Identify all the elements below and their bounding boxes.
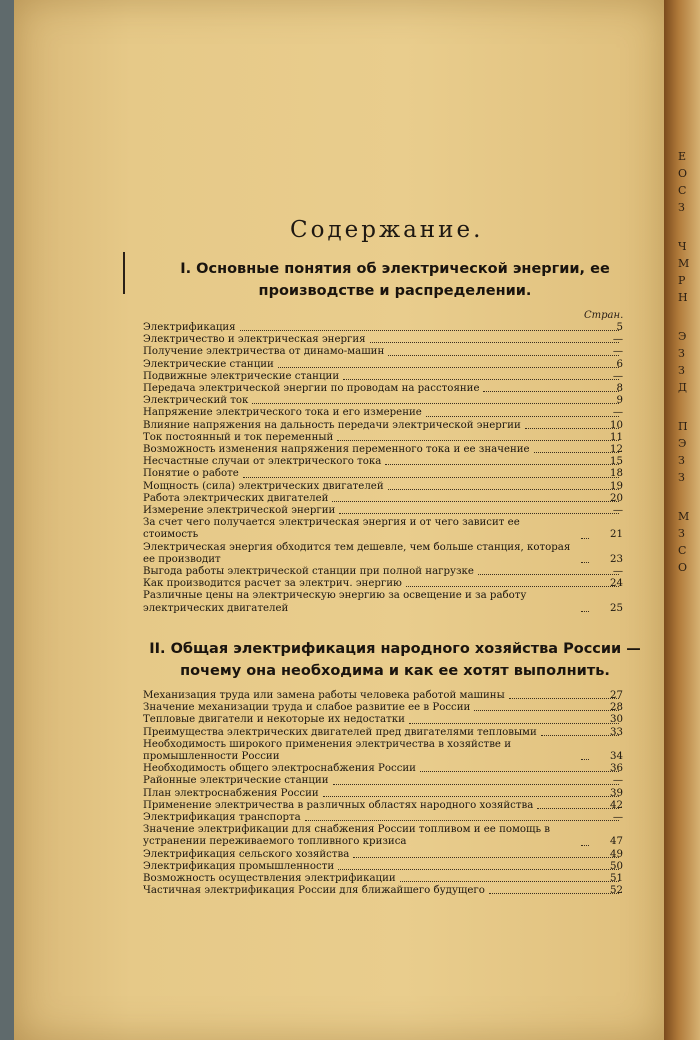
toc-leader-dots — [426, 416, 619, 417]
toc-entry — [143, 432, 623, 444]
section-2-heading: II. Общая электрификация народного хозяйства России — почему она необходима и как ее хотят выполнить. — [149, 641, 641, 679]
toc-leader-dots — [278, 367, 619, 368]
toc-entry-page: 6 — [616, 358, 623, 370]
toc-leader-dots — [489, 893, 619, 894]
toc-entry-page: 27 — [610, 690, 623, 701]
toc-entry-page: 42 — [610, 799, 623, 811]
toc-entry — [143, 788, 623, 800]
toc-leader-dots — [388, 489, 619, 490]
toc-entry-title: Различные цены на электрическую энергию за освещение и за работу электрических двигателей — [143, 590, 527, 614]
toc-entry — [143, 849, 623, 861]
toc-leader-dots — [332, 501, 619, 502]
toc-entry-title: План электроснабжения России — [143, 787, 319, 799]
toc-entry — [143, 517, 623, 541]
edge-letter: З — [678, 527, 685, 540]
toc-leader-dots — [581, 759, 589, 760]
toc-entry-title: Передача электрической энергии по проводам на расстояние — [143, 383, 480, 395]
toc-entry — [143, 542, 623, 566]
toc-entry-title: Ток постоянный и ток переменный — [143, 431, 334, 443]
toc-entry — [143, 885, 623, 897]
toc-entry-page: 18 — [610, 468, 623, 480]
toc-entry-page: 50 — [610, 860, 623, 872]
toc-leader-dots — [337, 440, 619, 441]
toc-entry — [143, 468, 623, 480]
toc-entry-title: Применение электричества в различных областях народного хозяйства — [143, 799, 534, 811]
toc-entry-page: — — [612, 407, 623, 419]
toc-entry-page: 8 — [616, 383, 623, 395]
edge-letter: Е — [678, 150, 687, 163]
toc-leader-dots — [385, 464, 619, 465]
toc-leader-dots — [353, 857, 619, 858]
edge-letter: З — [678, 347, 685, 360]
toc-leader-dots — [581, 538, 589, 539]
toc-entry-title: Тепловые двигатели и некоторые их недостатки — [143, 714, 405, 726]
toc-entry — [143, 346, 623, 358]
toc-entry-page: 24 — [610, 578, 623, 590]
toc-entry — [143, 444, 623, 456]
toc-leader-dots — [581, 562, 589, 563]
toc-entry — [143, 873, 623, 885]
page-title: Содержание. — [290, 217, 484, 243]
toc-leader-dots — [581, 845, 589, 846]
toc-entry — [143, 727, 623, 739]
toc-entry — [143, 578, 623, 590]
page-column-header: Стран. — [584, 310, 624, 321]
toc-entry-title: Измерение электрической энергии — [143, 505, 336, 517]
toc-entry — [143, 322, 623, 334]
toc-entry — [143, 690, 623, 702]
edge-letter: П — [678, 420, 688, 433]
toc-entry-page: 20 — [610, 492, 623, 504]
toc-entry-page: 15 — [610, 456, 623, 468]
toc-leader-dots — [409, 723, 619, 724]
toc-entry — [143, 359, 623, 371]
toc-entry-title: Районные электрические станции — [143, 775, 329, 787]
toc-entry-title: Преимущества электрических двигателей пред двигателями тепловыми — [143, 726, 537, 738]
edge-letter: Р — [678, 274, 686, 287]
toc-entry-title: Несчастные случаи от электрического тока — [143, 456, 382, 468]
section-2-list — [143, 690, 623, 897]
edge-letter: М — [678, 257, 690, 270]
toc-entry-page: 51 — [610, 873, 623, 885]
toc-entry — [143, 420, 623, 432]
toc-entry — [143, 334, 623, 346]
toc-leader-dots — [252, 403, 619, 404]
edge-letter: Э — [678, 330, 687, 343]
edge-letter: Ч — [678, 240, 687, 253]
toc-entry-page: 30 — [610, 714, 623, 726]
toc-entry-page: 34 — [610, 751, 623, 763]
toc-leader-dots — [388, 355, 619, 356]
toc-entry — [143, 395, 623, 407]
toc-entry — [143, 714, 623, 726]
toc-entry-page: 12 — [610, 444, 623, 456]
toc-leader-dots — [338, 869, 619, 870]
toc-entry-page: 36 — [610, 763, 623, 775]
toc-entry-page: — — [612, 346, 623, 358]
edge-letter: С — [678, 184, 687, 197]
toc-entry-title: Выгода работы электрической станции при полной нагрузке — [143, 566, 474, 578]
toc-entry-title: Необходимость широкого применения электричества в хозяйстве и промышленности России — [143, 738, 511, 763]
toc-entry-page: 25 — [610, 602, 623, 614]
toc-entry — [143, 371, 623, 383]
toc-entry-title: Подвижные электрические станции — [143, 370, 340, 382]
toc-entry-page: 11 — [610, 431, 623, 443]
toc-entry-title: Электрические станции — [143, 358, 274, 370]
toc-entry-title: Частичная электрификация России для ближайшего будущего — [143, 885, 485, 897]
toc-entry-page: 33 — [610, 726, 623, 738]
toc-entry-title: Влияние напряжения на дальность передачи электрической энергии — [143, 419, 521, 431]
toc-entry-title: Значение электрификации для снабжения России топливом и ее помощь в устранении переживаемого топливного кризиса — [143, 824, 551, 848]
toc-entry-title: Электрическая энергия обходится тем дешевле, чем больше станция, которая ее производит — [143, 541, 571, 565]
toc-entry-page: 28 — [610, 702, 623, 714]
edge-letter: З — [678, 471, 685, 484]
edge-letter: Н — [678, 291, 688, 304]
toc-entry-title: Электричество и электрическая энергия — [143, 334, 366, 346]
toc-entry — [143, 824, 623, 848]
toc-leader-dots — [406, 586, 619, 587]
toc-leader-dots — [323, 796, 619, 797]
toc-entry — [143, 566, 623, 578]
toc-entry — [143, 505, 623, 517]
toc-entry — [143, 739, 623, 763]
toc-entry-page: — — [612, 566, 623, 578]
toc-entry — [143, 407, 623, 419]
toc-entry — [143, 493, 623, 505]
toc-entry-page: 21 — [610, 529, 623, 541]
toc-entry-title: Получение электричества от динамо-машин — [143, 346, 385, 358]
toc-entry-page: 10 — [610, 419, 623, 431]
toc-entry-title: Работа электрических двигателей — [143, 492, 329, 504]
toc-entry-title: Электрификация промышленности — [143, 860, 335, 872]
toc-entry-title: Значение механизации труда и слабое развитие ее в России — [143, 702, 471, 714]
toc-entry-title: Электрификация транспорта — [143, 812, 301, 824]
section-1-heading: I. Основные понятия об электрической энергии, ее производстве и распределении. — [180, 261, 610, 299]
toc-leader-dots — [370, 342, 619, 343]
toc-leader-dots — [474, 710, 619, 711]
edge-letter: О — [678, 561, 688, 574]
toc-entry-page: 23 — [610, 553, 623, 565]
toc-entry-page: 52 — [610, 885, 623, 897]
toc-leader-dots — [339, 513, 619, 514]
toc-entry-title: Электрификация — [143, 322, 236, 333]
toc-entry — [143, 812, 623, 824]
margin-mark — [123, 252, 125, 294]
toc-entry — [143, 456, 623, 468]
toc-entry-page: 19 — [610, 480, 623, 492]
toc-entry — [143, 590, 623, 614]
edge-letter: З — [678, 364, 685, 377]
toc-entry-title: Возможность изменения напряжения переменного тока и ее значение — [143, 444, 530, 456]
toc-entry-page: 47 — [610, 836, 623, 848]
toc-entry-title: Понятие о работе — [143, 468, 239, 480]
toc-leader-dots — [333, 784, 619, 785]
toc-leader-dots — [478, 574, 619, 575]
toc-entry-page: — — [612, 505, 623, 517]
toc-entry-title: Мощность (сила) электрических двигателей — [143, 480, 384, 492]
toc-entry-title: Электрификация сельского хозяйства — [143, 848, 350, 860]
toc-entry — [143, 481, 623, 493]
toc-leader-dots — [400, 881, 619, 882]
toc-entry-page: 5 — [616, 322, 623, 333]
toc-entry — [143, 861, 623, 873]
toc-leader-dots — [243, 477, 619, 478]
edge-letter: М — [678, 510, 690, 523]
toc-entry — [143, 702, 623, 714]
edge-letter: З — [678, 201, 685, 214]
toc-entry-title: Как производится расчет за электрич. энергию — [143, 578, 402, 590]
toc-entry-title: Возможность осуществления электрификации — [143, 873, 396, 885]
toc-entry-page: — — [612, 334, 623, 346]
toc-entry-title: Механизация труда или замена работы человека работой машины — [143, 690, 505, 701]
edge-letter: Д — [678, 381, 687, 394]
toc-entry-page: — — [612, 775, 623, 787]
toc-entry-page: 9 — [616, 395, 623, 407]
toc-entry-page: 49 — [610, 848, 623, 860]
toc-entry-page: — — [612, 812, 623, 824]
toc-entry-title: Электрический ток — [143, 395, 249, 407]
edge-letter: С — [678, 544, 687, 557]
next-page-fragments — [678, 150, 700, 600]
toc-leader-dots — [581, 611, 589, 612]
toc-entry-page: 39 — [610, 787, 623, 799]
edge-letter: Э — [678, 437, 687, 450]
toc-leader-dots — [420, 771, 619, 772]
toc-leader-dots — [240, 330, 619, 331]
section-1-list — [143, 322, 623, 615]
toc-entry-title: За счет чего получается электрическая энергия и от чего зависит ее стоимость — [143, 517, 520, 541]
toc-leader-dots — [305, 820, 619, 821]
toc-entry-title: Необходимость общего электроснабжения России — [143, 763, 416, 775]
edge-letter: З — [678, 454, 685, 467]
toc-entry — [143, 763, 623, 775]
edge-letter: О — [678, 167, 688, 180]
toc-entry — [143, 800, 623, 812]
toc-entry-page: — — [612, 370, 623, 382]
toc-entry — [143, 383, 623, 395]
toc-leader-dots — [343, 379, 619, 380]
toc-entry-title: Напряжение электрического тока и его измерение — [143, 407, 422, 419]
toc-leader-dots — [483, 391, 619, 392]
toc-entry — [143, 775, 623, 787]
